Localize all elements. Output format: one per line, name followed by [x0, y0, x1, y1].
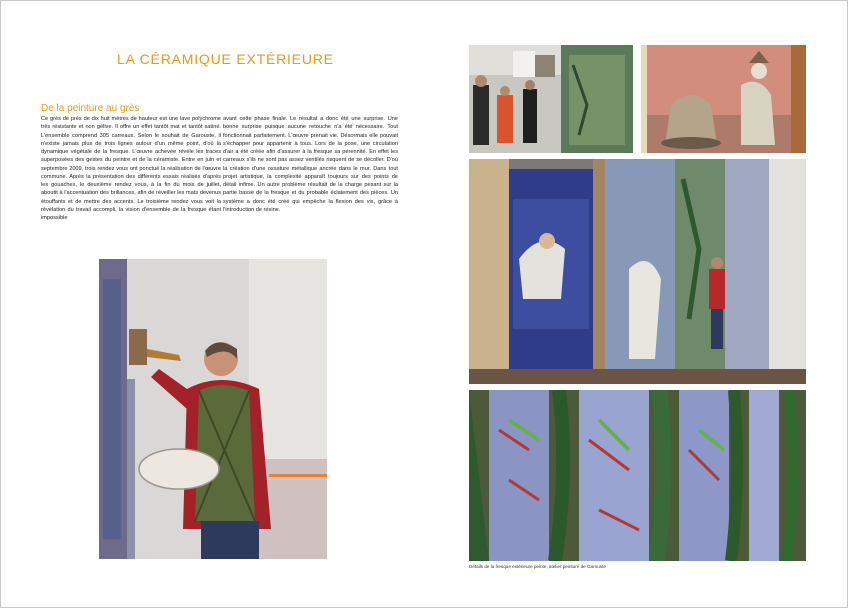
- section-subtitle: De la peinture au grès: [41, 103, 140, 114]
- photo-mural-figure-jar: [641, 45, 806, 153]
- body-text-column-1: Ce grès de près de dix huit mètres de hauteur est une lave polychrome très résistante et non gélive. Il offre un effet tantôt mat et tantôt satiné. L'ensemble comprend 305 carreaux. Selon le souhait de Garouste, il n'existe jamais plus de trois lignes autour d'un même point, d'où la dynamique végétale de la fresque. L'œuvre achevée révèle les traces superposées des gestes du peintre et de la céramiste. Entre en juin et septembre 2009, trois rendez vous ont ponctué la réalisation de l'œuvre commune. Après la présentation des différents essais réalisés d'après les gouaches, le deuxième rendez vous, à la fin du mois de juillet, aboutit à l'accentuation des brillances, afin de réveiller les mats devenus étouffants et de mettre des accents. Le troisième rendez vous voit la révélation du travail accompli, la vision d'ensemble de la fresque étant impossible: [41, 116, 221, 221]
- photo-caption: Détails de la fresque extérieure peinte, atelier peinture de Garouste: [469, 564, 606, 569]
- photo-workshop-visitors: [469, 45, 633, 153]
- body-text-column-2: avant cette phase finale. Le résultat a donc été une surprise. Une bonne surprise puisque aucune retouche n'a été nécessaire. Tout fonctionnait parfaitement. L'œuvre prenait vie. Désormais elle pouvait s'échapper pour appartenir à tous. Lors de la pose, une circulation d'air a été créée afin d'assurer à la fresque sa pérennité. En effet les carreaux s'ils ne sont pas assez ventilés risquent de se décoller. D'où la création d'une ossature métallique ancrée dans le mur. Dans tout projet artistique, la complexité apparaît toujours sur des points de détail infime. Un autre problème résultait de la charge pesant sur la partie basse de la fresque et du probable éclatement des pièces. Un système a donc été créé qui empêche la flexion des vis, grâce à l'introduction de résine.: [223, 116, 398, 213]
- photo-fresco-detail: [469, 390, 806, 561]
- photo-painter-with-brush: [99, 259, 327, 559]
- page-title: LA CÉRAMIQUE EXTÉRIEURE: [117, 51, 334, 67]
- photo-studio-mural: [469, 159, 806, 384]
